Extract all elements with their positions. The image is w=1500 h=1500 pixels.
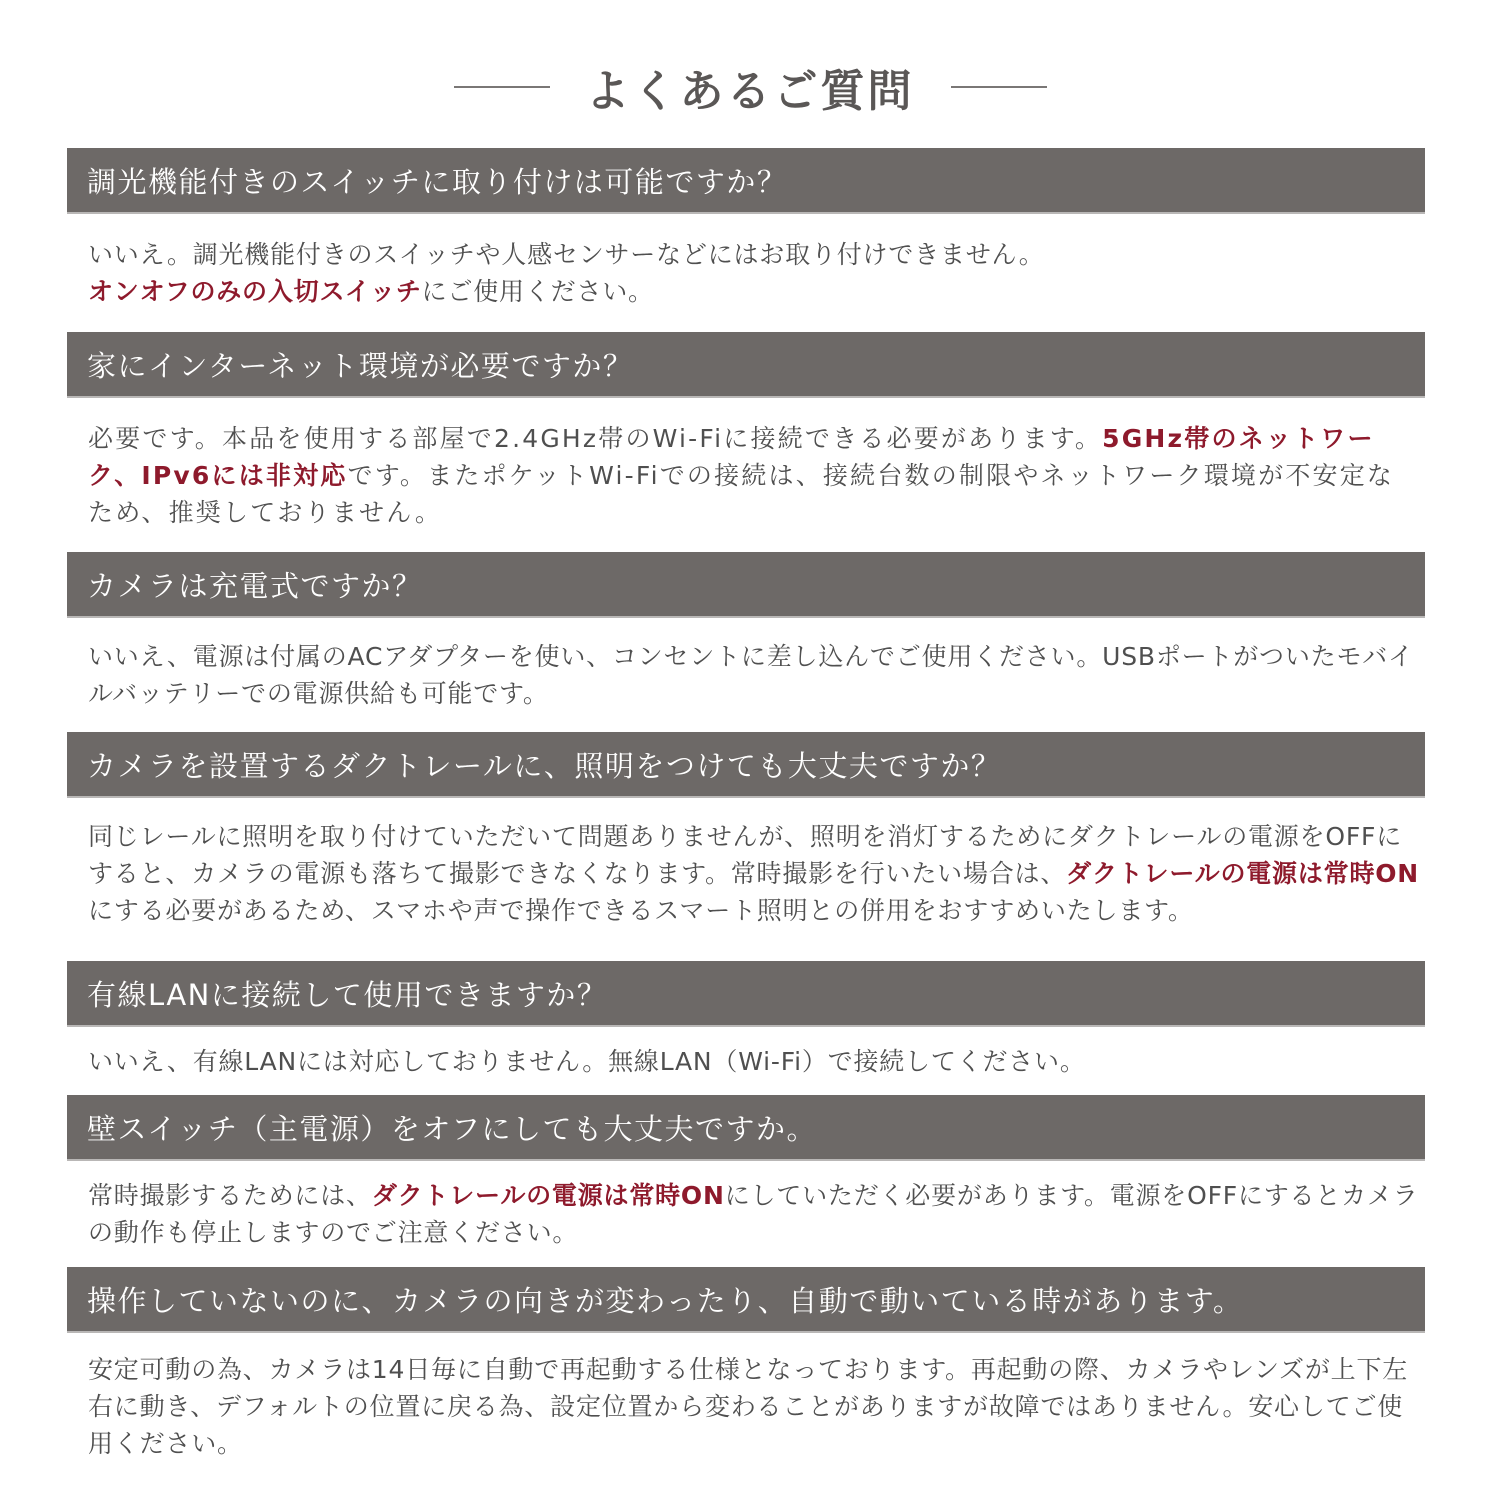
answer-text: です。またポケットWi-Fiでの接続は、接続台数の制限やネットワーク環境が不安定なため、推奨しておりません。 — [88, 461, 1395, 527]
answer-line: いいえ。調光機能付きのスイッチや人感センサーなどにはお取り付けできません。 — [88, 240, 1045, 269]
faq-answer — [67, 398, 1425, 531]
faq-question: カメラは充電式ですか？ — [67, 552, 1425, 618]
answer-highlight: 5GHz帯のネットワーク、IPv6には非対応 — [88, 424, 1375, 490]
faq-item — [67, 1267, 1425, 1462]
faq-item — [67, 148, 1425, 310]
faq-answer — [67, 798, 1425, 929]
answer-text: 安定可動の為、カメラは14日毎に自動で再起動する仕様となっております。再起動の際、カメラやレンズが上下左右に動き、デフォルトの位置に戻る為、設定位置から変わることがありますが故障ではありません。安心してご使用ください。 — [88, 1355, 1409, 1458]
answer-text: いいえ、有線LANには対応しておりません。無線LAN（Wi-Fi）で接続してください。 — [88, 1047, 1086, 1076]
answer-text: にしていただく必要があります。電源をOFFにするとカメラの動作も停止しますのでご注意ください。 — [88, 1181, 1419, 1247]
faq-item — [67, 1095, 1425, 1251]
faq-item — [67, 552, 1425, 712]
answer-line — [88, 273, 1421, 310]
answer-highlight: ダクトレールの電源は常時ON — [1066, 859, 1420, 888]
faq-question: 壁スイッチ（主電源）をオフにしても大丈夫ですか。 — [67, 1095, 1425, 1161]
faq-answer — [67, 1333, 1425, 1462]
faq-answer — [67, 1027, 1425, 1080]
faq-item — [67, 732, 1425, 929]
answer-text: いいえ、電源は付属のACアダプターを使い、コンセントに差し込んでご使用ください。USBポートがついたモバイルバッテリーでの電源供給も可能です。 — [88, 642, 1414, 708]
title-line-right — [951, 86, 1047, 88]
page-header — [0, 52, 1500, 122]
answer-text: にご使用ください。 — [421, 277, 654, 306]
faq-answer — [67, 1161, 1425, 1251]
faq-question: カメラを設置するダクトレールに、照明をつけても大丈夫ですか？ — [67, 732, 1425, 798]
faq-question: 家にインターネット環境が必要ですか？ — [67, 332, 1425, 398]
title-line-left — [454, 86, 550, 88]
answer-text: 同じレールに照明を取り付けていただいて問題ありませんが、照明を消灯するためにダクトレールの電源をOFFにすると、カメラの電源も落ちて撮影できなくなります。常時撮影を行いたい場合は、 — [88, 822, 1403, 888]
faq-item — [67, 961, 1425, 1080]
answer-highlight: ダクトレールの電源は常時ON — [371, 1181, 725, 1210]
answer-text: 必要です。本品を使用する部屋で2.4GHz帯のWi-Fiに接続できる必要があります。 — [88, 424, 1103, 453]
faq-question: 調光機能付きのスイッチに取り付けは可能ですか？ — [67, 148, 1425, 214]
faq-item — [67, 332, 1425, 531]
answer-text: にする必要があるため、スマホや声で操作できるスマート照明との併用をおすすめいたします。 — [88, 896, 1194, 925]
faq-question: 有線LANに接続して使用できますか？ — [67, 961, 1425, 1027]
faq-answer — [67, 618, 1425, 712]
page-title: よくあるご質問 — [585, 66, 915, 117]
answer-highlight: オンオフのみの入切スイッチ — [88, 277, 422, 306]
answer-text: 常時撮影するためには、 — [88, 1181, 372, 1210]
faq-answer — [67, 214, 1425, 310]
faq-question: 操作していないのに、カメラの向きが変わったり、自動で動いている時があります。 — [67, 1267, 1425, 1333]
